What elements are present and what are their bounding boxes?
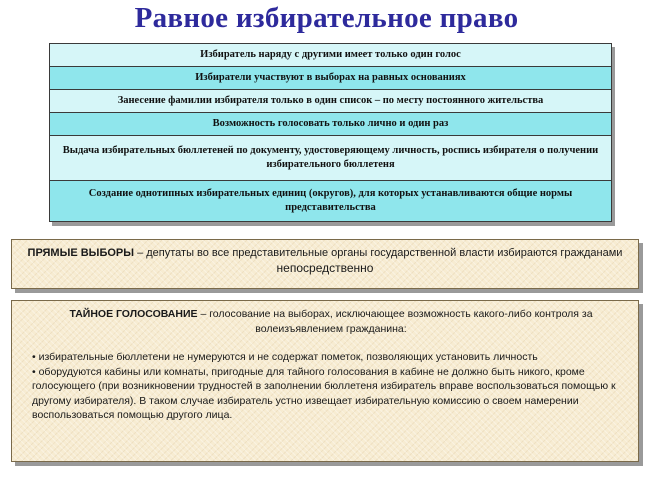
principles-table [49, 43, 612, 222]
table-row [50, 44, 612, 67]
secret-ballot-box [11, 300, 639, 462]
table-cell: Избиратель наряду с другими имеет только один голос [50, 44, 612, 67]
table-row [50, 181, 612, 222]
secret-ballot-bullet: • избирательные бюллетени не нумеруются и не содержат пометок, позволяющих установить личность [32, 351, 538, 363]
secret-ballot-bullet: • оборудуются кабины или комнаты, пригодные для тайного голосования в кабине не должно быть никого, кроме голосующего (при возникновении трудностей в заполнении бюллетеня избиратель вправе воспользоваться помощью к другому избирателя). В таком случае избиратель устно извещает избирательную комиссию о своем намерении воспользоваться помощью другого лица. [32, 365, 616, 421]
table-cell: Выдача избирательных бюллетеней по документу, удостоверяющему личность, роспись избирателя о получении избирательного бюллетеня [50, 136, 612, 181]
table-row [50, 67, 612, 90]
direct-elections-box [11, 239, 639, 289]
table-row [50, 136, 612, 181]
direct-elections-term: ПРЯМЫЕ ВЫБОРЫ [27, 247, 135, 259]
table-cell: Создание однотипных избирательных единиц (округов), для которых устанавливаются общие нормы представительства [50, 181, 612, 222]
table-cell: Возможность голосовать только лично и один раз [50, 113, 612, 136]
secret-ballot-term: ТАЙНОЕ ГОЛОСОВАНИЕ [69, 308, 198, 320]
table-row [50, 113, 612, 136]
table-row [50, 90, 612, 113]
table-cell: Занесение фамилии избирателя только в один список – по месту постоянного жительства [50, 90, 612, 113]
table-cell: Избиратели участвуют в выборах на равных основаниях [50, 67, 612, 90]
direct-elections-emphasis: непосредственно [276, 261, 374, 275]
page-title: Равное избирательное право [134, 2, 519, 34]
secret-ballot-definition: – голосование на выборах, исключающее возможность какого-либо контроля за волеизъявлением гражданина: [200, 308, 593, 335]
direct-elections-definition: – депутаты во все представительные органы государственной власти избираются гражданами [137, 247, 623, 259]
